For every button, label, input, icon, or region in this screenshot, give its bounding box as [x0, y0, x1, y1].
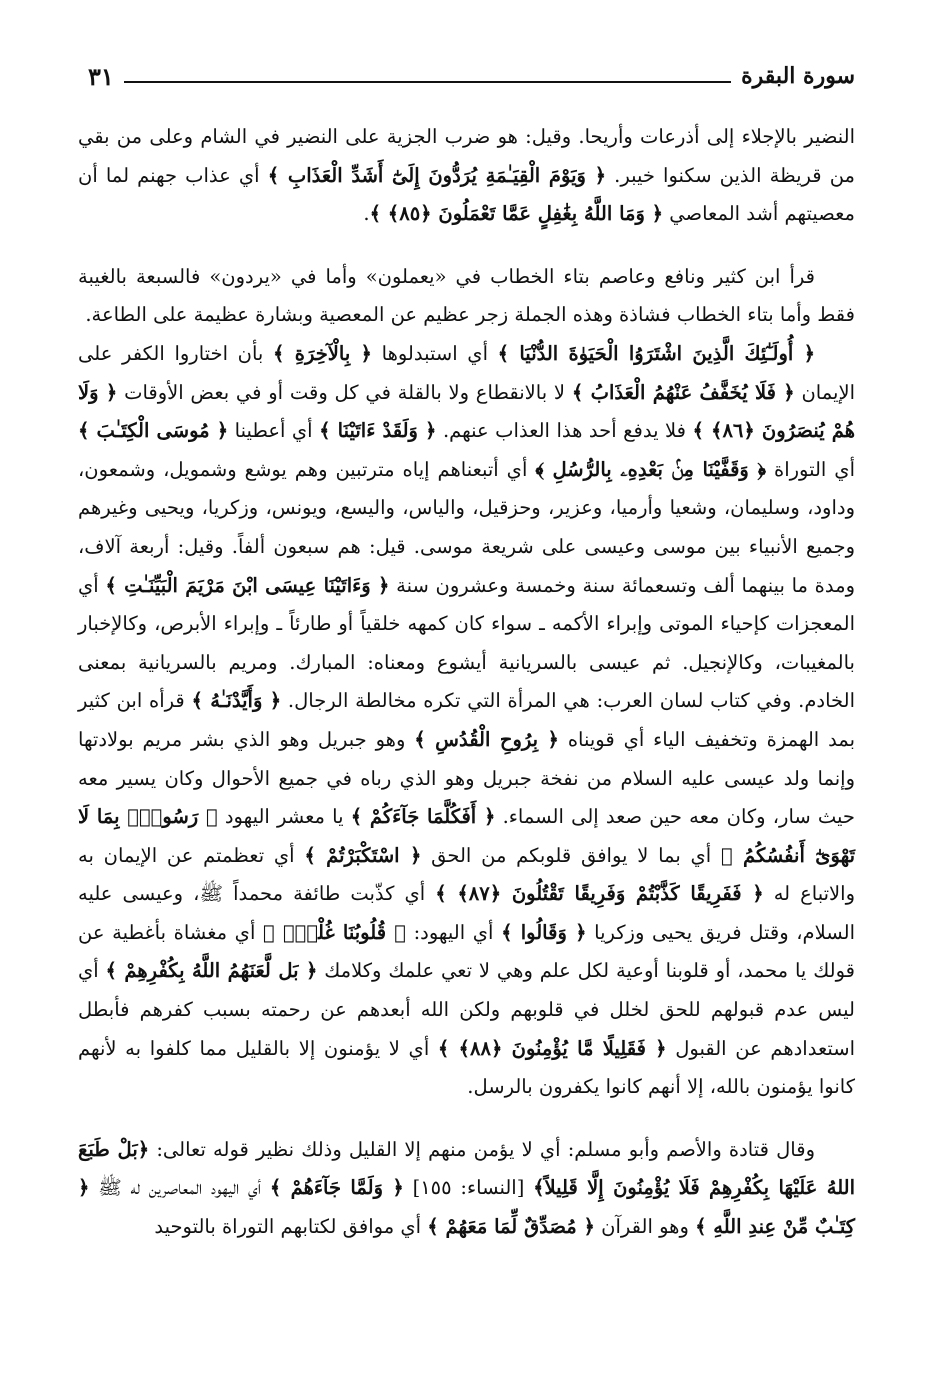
- commentary-text: أي أتبعناهم إياه مترتبين وهم يوشع وشمويل، وشمعون، وداود، وسليمان، وشعيا وأرميا، وعزير، وحزقيل، والياس، واليسع، ويونس، وزكريا، ويحيى وغيرهم وجميع الأنبياء بين موسى وعيسى على شريعة موسى. قيل: هم سبعون ألفاً. وقيل: أربعة آلاف، ومدة ما بينهما ألف وتسعمائة سنة وخمسة وعشرون سنة: [78, 457, 855, 597]
- commentary-text: قرأ ابن كثير ونافع وعاصم بتاء الخطاب في «يعملون» وأما في «يردون» فالسبعة بالغيبة فقط وأما بتاء الخطاب فشاذة وهذه الجملة زجر عظيم عن المعصية وبشارة عظيمة على الطاعة.: [78, 264, 855, 327]
- commentary-text: يا معشر اليهود: [217, 805, 351, 829]
- quran-verse: ﴿ وَأَيَّدْنَـٰهُ ﴾: [191, 689, 282, 713]
- paragraph-2: [78, 258, 855, 335]
- paragraph-4: [78, 1131, 855, 1247]
- quran-verse: ﴿ بَل لَّعَنَهُمُ اللَّهُ بِكُفْرِهِمْ ﴾: [105, 959, 318, 983]
- commentary-text: أي المعجزات كإحياء الموتى وإبراء الأكمه ـ سواء كان كمهه خلقياً أو طارئاً ـ وإبراء الأبرص، وكالإخبار بالمغيبات، وكالإنجيل. ثم عيسى بالسريانية أيشوع ومعناه: المبارك. ومريم بالسريانية بمعنى الخادم. وفي كتاب لسان العرب: هي المرأة التي تكره مخالطة الرجال.: [78, 573, 855, 713]
- quran-verse: ﴿ وَلَا هُمْ يُنصَرُونَ ﴿٨٦﴾ ﴾: [78, 380, 855, 443]
- quran-verse: ﴿ وَقَفَّيْنَا مِنۢ بَعْدِهِۦ بِالرُّسُلِ ﴾: [535, 457, 767, 481]
- commentary-text: أي أعطينا: [228, 419, 320, 443]
- quran-verse: ﴿ قُلُوبُنَا غُلْفٌۢ ﴾: [263, 920, 406, 944]
- commentary-text: لا بالانقطاع ولا بالقلة في كل وقت أو في بعض الأوقات: [117, 380, 572, 404]
- commentary-text: أي بما لا يوافق قلوبكم من الحق: [421, 843, 721, 867]
- quran-verse: ﴿ وَءَاتَيْنَا عِيسَى ابْنَ مَرْيَمَ الْبَيِّنَـٰتِ ﴾: [105, 573, 390, 597]
- quran-verse: ﴿ وَلَقَدْ ءَاتَيْنَا ﴾: [319, 419, 437, 443]
- quran-verse: ﴿ فَفَرِيقًا كَذَّبْتُمْ وَفَرِيقًا تَقْتُلُونَ ﴿٨٧﴾ ﴾: [435, 882, 764, 906]
- commentary-text: وقال قتادة والأصم وأبو مسلم: أي لا يؤمن منهم إلا القليل وذلك نظير قوله تعالى:: [149, 1137, 815, 1161]
- quran-verse: ﴿بَلْ طَبَعَ اللهُ عَلَيْهَا بِكُفْرِهِمْ فَلَا يُؤْمِنُونَ إِلَّا قَلِيلاً﴾: [78, 1137, 856, 1200]
- commentary-text: أي مغشاة بأغطية عن قولك يا محمد، أو قلوبنا أوعية لكل علم وهي لا تعي علمك وكلامك: [78, 920, 855, 983]
- commentary-text: أي موافق لكتابهم التوراة بالتوحيد: [154, 1215, 428, 1239]
- quran-verse: ﴿ فَقَلِيلًا مَّا يُؤْمِنُونَ ﴿٨٨﴾ ﴾: [437, 1036, 667, 1060]
- commentary-text: أي اليهود:: [405, 920, 502, 944]
- surah-name: سورة البقرة: [741, 63, 855, 89]
- commentary-text: وهو القرآن: [594, 1215, 696, 1239]
- quran-verse: ﴿ وَمَا اللَّهُ بِغَٰفِلٍ عَمَّا تَعْمَلُونَ ﴿٨٥﴾ ﴾: [369, 202, 664, 226]
- commentary-text: .: [363, 202, 370, 226]
- commentary-text: [النساء: ١٥٥]: [403, 1176, 534, 1200]
- quran-verse: ﴿ أَفَكُلَّمَا جَآءَكُمْ ﴾: [350, 805, 496, 829]
- body-text: [78, 118, 855, 1247]
- commentary-text: أي استبدلوها: [371, 341, 498, 365]
- quran-verse: ﴿ فَلَا يُخَفَّفُ عَنْهُمُ الْعَذَابُ ﴾: [571, 380, 795, 404]
- quran-verse: ﴿ وَيَوْمَ الْقِيَـٰمَةِ يُرَدُّونَ إِلَىٰٓ أَشَدِّ الْعَذَابِ ﴾: [267, 163, 607, 187]
- quran-verse: ﴿ مُوسَى الْكِتَـٰبَ ﴾: [78, 419, 229, 443]
- quran-verse: ﴿ وَلَمَّا جَآءَهُمْ ﴾: [269, 1176, 404, 1200]
- quran-verse: ﴿ بِالْآخِرَةِ ﴾: [273, 341, 372, 365]
- commentary-text: أي اليهود المعاصرين له ﷺ: [89, 1176, 270, 1200]
- quran-verse: ﴿ أُولَـٰٓئِكَ الَّذِينَ اشْتَرَوُا الْحَيَوٰةَ الدُّنْيَا ﴾: [497, 341, 815, 365]
- quran-verse: ﴿ وَقَالُوا ﴾: [501, 920, 587, 944]
- commentary-text: أي كذّبت طائفة محمداً ﷺ، وعيسى عليه السلام، وقتل فريق يحيى وزكريا: [78, 882, 855, 944]
- commentary-text: أي تعظمتم عن الإيمان به والاتباع له: [78, 843, 856, 906]
- commentary-text: أي التوراة: [766, 457, 855, 481]
- paragraph-1: [78, 118, 855, 234]
- commentary-text: فلا يدفع أحد هذا العذاب عنهم.: [436, 419, 693, 443]
- header-rule: [124, 81, 731, 83]
- quran-verse: ﴿ اسْتَكْبَرْتُمْ ﴾: [304, 843, 422, 867]
- commentary-text: أي عذاب جهنم لما أن معصيتهم أشد المعاصي: [78, 163, 855, 226]
- quran-verse: ﴿ رَسُولٌۢ بِمَا لَا تَهْوَىٰٓ أَنفُسُكُمُ ﴾: [78, 805, 856, 867]
- paragraph-3: [78, 335, 855, 1107]
- quran-verse: ﴿ كِتَـٰبٌ مِّنْ عِندِ اللَّهِ ﴾: [78, 1176, 855, 1239]
- commentary-text: أي ليس عدم قبولهم للحق لخلل في قلوبهم ولكن الله أبعدهم عن رحمته بسبب كفرهم فأبطل استعدادهم عن القبول: [78, 959, 856, 1060]
- running-header: [88, 58, 855, 94]
- commentary-text: أي لا يؤمنون إلا بالقليل مما كلفوا به لأنهم كانوا يؤمنون بالله، إلا أنهم كانوا يكفرون بالرسل.: [78, 1036, 855, 1099]
- commentary-text: قرأه ابن كثير بمد الهمزة وتخفيف الياء أي قويناه: [78, 689, 856, 751]
- commentary-text: وهو جبريل وهو الذي بشر مريم بولادتها وإنما ولد عيسى عليه السلام من نفخة جبريل وهو الذي رباه في جميع الأحوال وكان يسير معه حيث سار، وكان معه حين صعد إلى السماء.: [78, 727, 855, 829]
- commentary-text: النضير بالإجلاء إلى أذرعات وأريحا. وقيل: هو ضرب الجزية على النضير في الشام وعلى من بقي من قريظة الذين سكنوا خيبر.: [78, 125, 856, 187]
- quran-verse: ﴿ بِرُوحِ الْقُدُسِ ﴾: [414, 727, 559, 751]
- page-number: ٣١: [88, 61, 114, 91]
- commentary-text: بأن اختاروا الكفر على الإيمان: [78, 341, 855, 404]
- quran-verse: ﴿ مُصَدِّقٌ لِّمَا مَعَهُمْ ﴾: [427, 1215, 595, 1239]
